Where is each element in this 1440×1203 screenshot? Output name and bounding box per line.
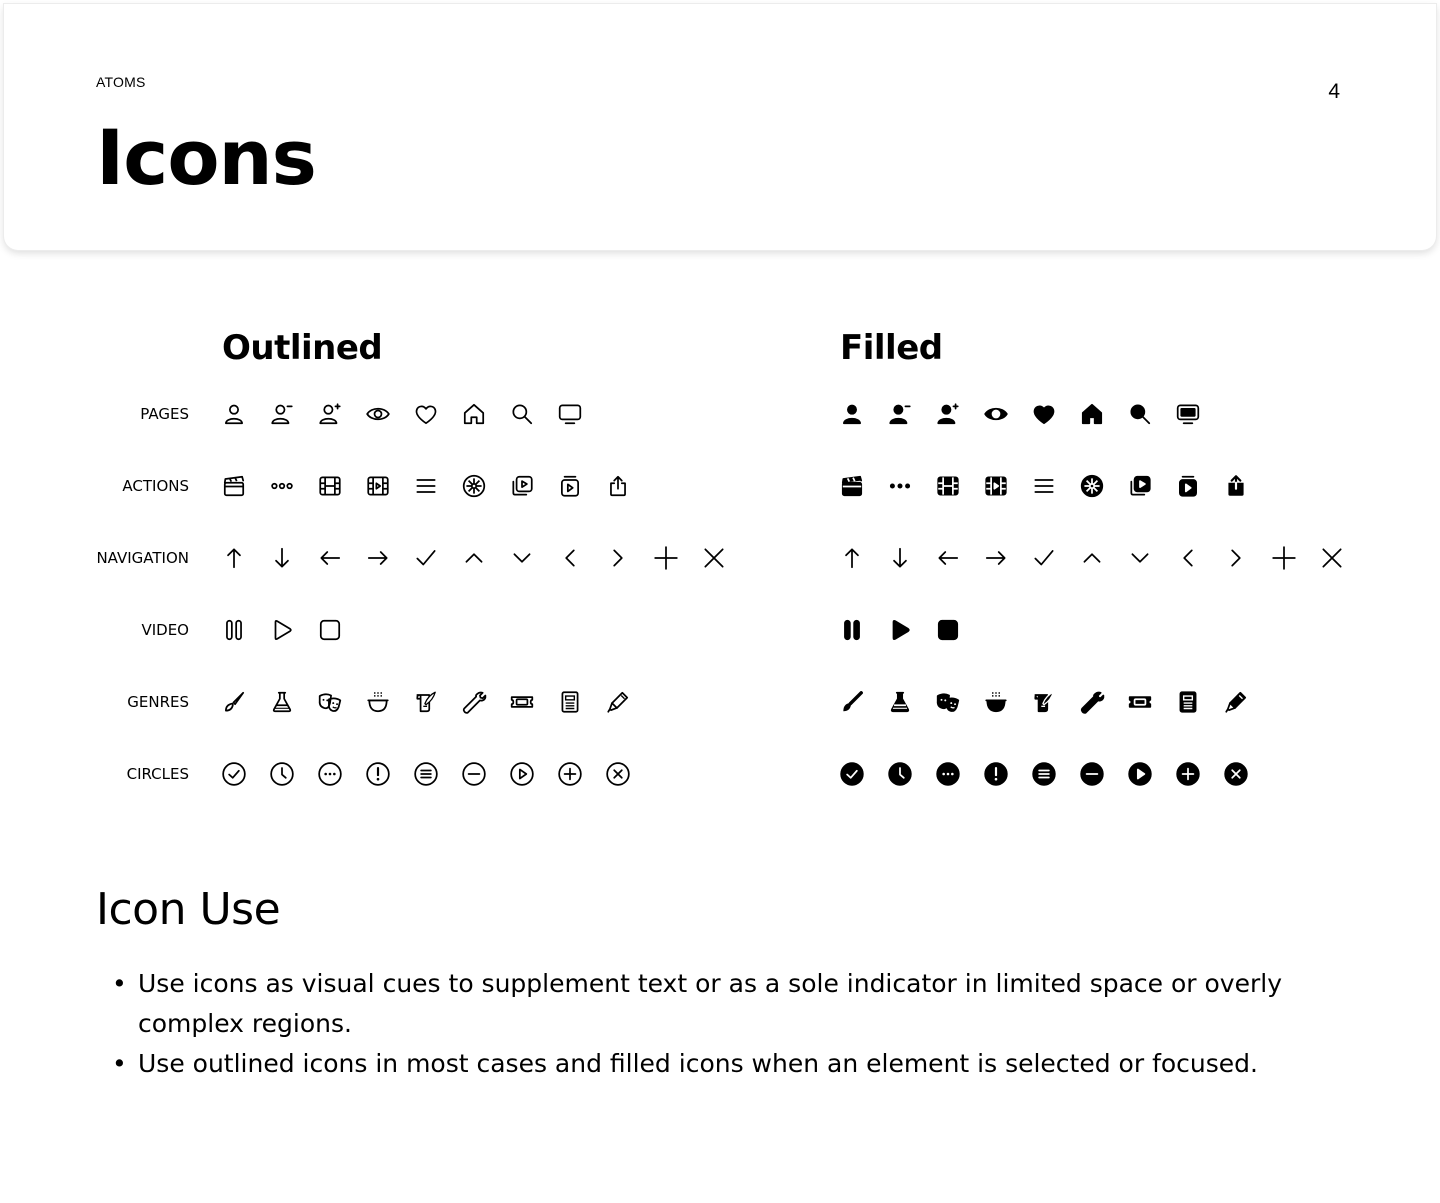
- filled-alert-circle-icon: [983, 761, 1009, 787]
- filled-brush-icon: [839, 689, 865, 715]
- outlined-more-icon: [269, 473, 295, 499]
- outlined-user-remove-icon: [269, 401, 295, 427]
- outlined-close-circle-icon: [605, 761, 631, 787]
- outlined-share-icon: [605, 473, 631, 499]
- outlined-heart-icon: [413, 401, 439, 427]
- outlined-wrench-icon: [461, 689, 487, 715]
- filled-pen-icon: [1223, 689, 1249, 715]
- page-title: Icons: [96, 113, 316, 202]
- filled-plus-icon: [1271, 545, 1297, 571]
- outlined-home-icon: [461, 401, 487, 427]
- outlined-pause-icon: [221, 617, 247, 643]
- filled-wrench-icon: [1079, 689, 1105, 715]
- filled-film-reel-icon: [1079, 473, 1105, 499]
- filled-quill-scroll-icon: [1031, 689, 1057, 715]
- row-label-video: VIDEO: [141, 621, 189, 639]
- outlined-minus-circle-icon: [461, 761, 487, 787]
- filled-close-circle-icon: [1223, 761, 1249, 787]
- filled-heart-icon: [1031, 401, 1057, 427]
- outlined-clock-circle-icon: [269, 761, 295, 787]
- filled-pause-icon: [839, 617, 865, 643]
- filled-home-icon: [1079, 401, 1105, 427]
- outlined-play-circle-icon: [509, 761, 535, 787]
- filled-arrow-down-icon: [887, 545, 913, 571]
- outlined-quill-scroll-icon: [413, 689, 439, 715]
- outlined-arrow-right-icon: [365, 545, 391, 571]
- filled-user-icon: [839, 401, 865, 427]
- outlined-clapperboard-icon: [221, 473, 247, 499]
- outlined-chevron-left-icon: [557, 545, 583, 571]
- list-item-text: Use outlined icons in most cases and filled icons when an element is selected or focused.: [138, 1049, 1258, 1078]
- outlined-flask-icon: [269, 689, 295, 715]
- outlined-close-icon: [701, 545, 727, 571]
- page-number: 4: [1328, 80, 1340, 103]
- filled-theater-masks-icon: [935, 689, 961, 715]
- outlined-play-icon: [269, 617, 295, 643]
- filled-chevron-left-icon: [1175, 545, 1201, 571]
- outlined-heading: Outlined: [222, 328, 383, 368]
- outlined-playlist-icon: [509, 473, 535, 499]
- filled-arrow-left-icon: [935, 545, 961, 571]
- row-label-navigation: NAVIGATION: [96, 549, 189, 567]
- outlined-brush-icon: [221, 689, 247, 715]
- filled-flask-icon: [887, 689, 913, 715]
- section-label: ATOMS: [96, 74, 146, 90]
- filled-list-circle-icon: [1031, 761, 1057, 787]
- filled-ticket-icon: [1127, 689, 1153, 715]
- outlined-more-circle-icon: [317, 761, 343, 787]
- filled-film-play-icon: [983, 473, 1009, 499]
- filled-chevron-right-icon: [1223, 545, 1249, 571]
- bullet: •: [112, 969, 127, 998]
- outlined-stop-icon: [317, 617, 343, 643]
- outlined-check-circle-icon: [221, 761, 247, 787]
- icon-use-heading: Icon Use: [96, 884, 281, 935]
- filled-check-icon: [1031, 545, 1057, 571]
- filled-heading: Filled: [840, 328, 943, 368]
- filled-cauldron-icon: [983, 689, 1009, 715]
- outlined-play-stack-icon: [557, 473, 583, 499]
- filled-more-circle-icon: [935, 761, 961, 787]
- bullet: •: [112, 1049, 127, 1078]
- list-item: [112, 964, 1338, 1044]
- outlined-arrow-left-icon: [317, 545, 343, 571]
- outlined-alert-circle-icon: [365, 761, 391, 787]
- list-item: [112, 1044, 1338, 1084]
- filled-close-icon: [1319, 545, 1345, 571]
- outlined-plus-icon: [653, 545, 679, 571]
- outlined-theater-masks-icon: [317, 689, 343, 715]
- filled-play-circle-icon: [1127, 761, 1153, 787]
- outlined-check-icon: [413, 545, 439, 571]
- filled-share-icon: [1223, 473, 1249, 499]
- row-label-genres: GENRES: [127, 693, 189, 711]
- filled-stop-icon: [935, 617, 961, 643]
- outlined-menu-icon: [413, 473, 439, 499]
- row-label-circles: CIRCLES: [126, 765, 189, 783]
- filled-newspaper-icon: [1175, 689, 1201, 715]
- list-item-text: Use icons as visual cues to supplement text or as a sole indicator in limited space or overly complex regions.: [138, 969, 1282, 1038]
- outlined-tv-icon: [557, 401, 583, 427]
- outlined-cauldron-icon: [365, 689, 391, 715]
- outlined-ticket-icon: [509, 689, 535, 715]
- outlined-chevron-right-icon: [605, 545, 631, 571]
- filled-film-icon: [935, 473, 961, 499]
- filled-minus-circle-icon: [1079, 761, 1105, 787]
- outlined-search-icon: [509, 401, 535, 427]
- filled-user-add-icon: [935, 401, 961, 427]
- row-label-pages: PAGES: [140, 405, 189, 423]
- row-label-actions: ACTIONS: [122, 477, 189, 495]
- filled-menu-icon: [1031, 473, 1057, 499]
- filled-play-stack-icon: [1175, 473, 1201, 499]
- outlined-plus-circle-icon: [557, 761, 583, 787]
- outlined-user-icon: [221, 401, 247, 427]
- outlined-list-circle-icon: [413, 761, 439, 787]
- outlined-chevron-up-icon: [461, 545, 487, 571]
- outlined-arrow-down-icon: [269, 545, 295, 571]
- outlined-user-add-icon: [317, 401, 343, 427]
- outlined-pen-icon: [605, 689, 631, 715]
- filled-arrow-right-icon: [983, 545, 1009, 571]
- filled-tv-icon: [1175, 401, 1201, 427]
- filled-clock-circle-icon: [887, 761, 913, 787]
- outlined-film-icon: [317, 473, 343, 499]
- filled-arrow-up-icon: [839, 545, 865, 571]
- outlined-arrow-up-icon: [221, 545, 247, 571]
- filled-play-icon: [887, 617, 913, 643]
- filled-user-remove-icon: [887, 401, 913, 427]
- filled-plus-circle-icon: [1175, 761, 1201, 787]
- filled-chevron-up-icon: [1079, 545, 1105, 571]
- outlined-eye-icon: [365, 401, 391, 427]
- filled-clapperboard-icon: [839, 473, 865, 499]
- filled-playlist-icon: [1127, 473, 1153, 499]
- outlined-film-reel-icon: [461, 473, 487, 499]
- header-card: [4, 4, 1436, 250]
- outlined-chevron-down-icon: [509, 545, 535, 571]
- filled-search-icon: [1127, 401, 1153, 427]
- outlined-film-play-icon: [365, 473, 391, 499]
- filled-chevron-down-icon: [1127, 545, 1153, 571]
- filled-more-icon: [887, 473, 913, 499]
- icon-use-list: [96, 964, 1338, 1084]
- outlined-newspaper-icon: [557, 689, 583, 715]
- filled-eye-icon: [983, 401, 1009, 427]
- filled-check-circle-icon: [839, 761, 865, 787]
